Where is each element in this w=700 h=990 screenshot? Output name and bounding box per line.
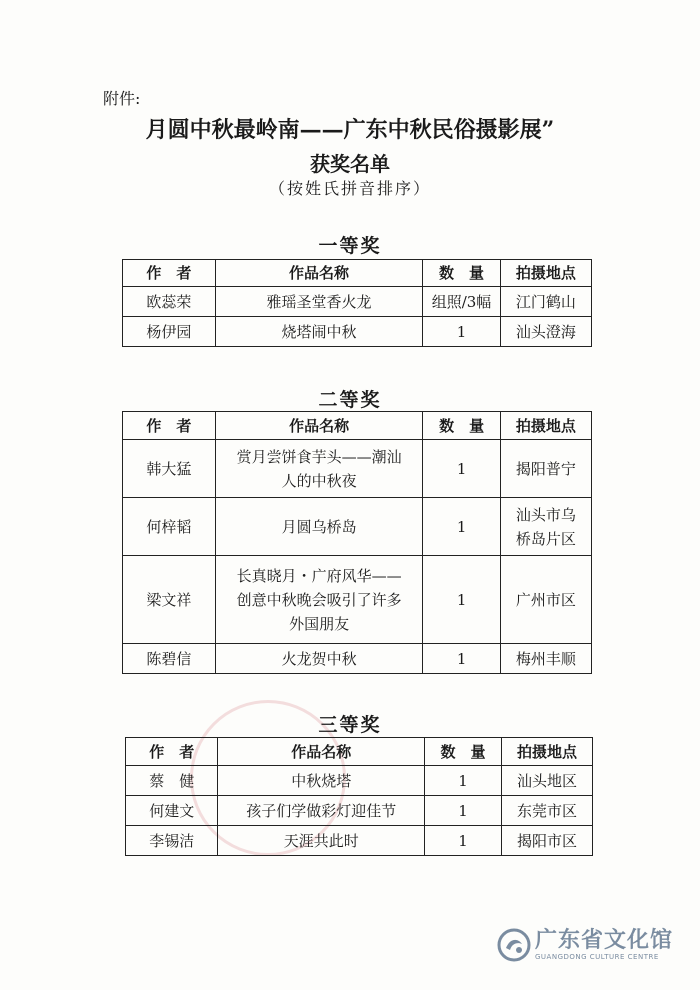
culture-centre-logo: [497, 928, 673, 962]
table-row: [126, 796, 593, 826]
attachment-label: 附件:: [103, 89, 141, 108]
author-cell: 杨伊园: [123, 317, 216, 347]
table-row: [123, 556, 592, 644]
work-line: 创意中秋晚会吸引了许多: [236, 590, 402, 609]
place-cell: 揭阳市区: [502, 826, 593, 856]
table-row: [123, 440, 592, 498]
table-row: [123, 498, 592, 556]
work-line: 人的中秋夜: [281, 471, 357, 490]
quantity-cell: 1: [424, 766, 501, 796]
logo-name-en: GUANGDONG CULTURE CENTRE: [535, 953, 659, 961]
place-cell: 江门鹤山: [500, 287, 591, 317]
logo-name-cn: 广东省文化馆: [535, 928, 674, 953]
table-row: [126, 826, 593, 856]
header-author: 作 者: [123, 412, 216, 440]
quantity-cell: 1: [423, 498, 500, 556]
work-cell: 雅瑶圣堂香火龙: [215, 287, 423, 317]
page-title: 月圆中秋最岭南——广东中秋民俗摄影展”: [145, 117, 555, 143]
place-cell: 东莞市区: [502, 796, 593, 826]
place-line: 桥岛片区: [515, 529, 576, 548]
place-cell: 汕头地区: [502, 766, 593, 796]
header-work: 作品名称: [218, 738, 424, 766]
work-cell: [215, 440, 423, 498]
author-cell: 陈碧信: [123, 644, 216, 674]
work-cell: 火龙贺中秋: [215, 644, 423, 674]
header-place: 拍摄地点: [500, 412, 591, 440]
quantity-cell: 1: [423, 440, 500, 498]
place-cell: [500, 498, 591, 556]
table-row: [126, 766, 593, 796]
quantity-cell: 1: [423, 556, 500, 644]
header-work: 作品名称: [215, 260, 423, 287]
sort-note: （按姓氏拼音排序）: [268, 179, 431, 198]
work-cell: [215, 556, 423, 644]
author-cell: 何建文: [126, 796, 218, 826]
table-header-row: [126, 738, 593, 766]
quantity-cell: 组照/3幅: [423, 287, 500, 317]
table-row: [123, 287, 592, 317]
second-prize-table: [122, 411, 592, 674]
third-prize-table: [125, 737, 593, 856]
work-cell: 月圆乌桥岛: [215, 498, 423, 556]
table-row: [123, 644, 592, 674]
quantity-cell: 1: [424, 826, 501, 856]
place-cell: 梅州丰顺: [500, 644, 591, 674]
work-cell: 中秋烧塔: [218, 766, 424, 796]
quantity-cell: 1: [423, 317, 500, 347]
header-author: 作 者: [126, 738, 218, 766]
work-line: 外国朋友: [289, 614, 350, 633]
first-prize-heading: 一等奖: [318, 235, 382, 257]
author-cell: 欧蕊荣: [123, 287, 216, 317]
quantity-cell: 1: [424, 796, 501, 826]
table-header-row: [123, 412, 592, 440]
header-place: 拍摄地点: [500, 260, 591, 287]
table-header-row: [123, 260, 592, 287]
culture-centre-logo-icon: [497, 928, 531, 962]
quantity-cell: 1: [423, 644, 500, 674]
header-author: 作 者: [123, 260, 216, 287]
author-cell: 梁文祥: [123, 556, 216, 644]
header-work: 作品名称: [215, 412, 423, 440]
header-quantity: 数 量: [423, 260, 500, 287]
place-cell: 揭阳普宁: [500, 440, 591, 498]
page-subtitle: 获奖名单: [310, 152, 390, 176]
work-line: 赏月尝饼食芋头——潮汕: [236, 447, 402, 466]
author-cell: 蔡 健: [126, 766, 218, 796]
place-line: 汕头市乌: [515, 505, 576, 524]
work-cell: 孩子们学做彩灯迎佳节: [218, 796, 424, 826]
second-prize-heading: 二等奖: [318, 389, 382, 411]
work-cell: 天涯共此时: [218, 826, 424, 856]
header-quantity: 数 量: [423, 412, 500, 440]
place-cell: 广州市区: [500, 556, 591, 644]
header-quantity: 数 量: [424, 738, 501, 766]
first-prize-table: [122, 259, 592, 347]
author-cell: 李锡洁: [126, 826, 218, 856]
place-cell: 汕头澄海: [500, 317, 591, 347]
author-cell: 何梓韬: [123, 498, 216, 556]
table-row: [123, 317, 592, 347]
work-cell: 烧塔闹中秋: [215, 317, 423, 347]
work-line: 长真晓月・广府风华——: [236, 566, 402, 585]
third-prize-heading: 三等奖: [318, 714, 382, 736]
author-cell: 韩大猛: [123, 440, 216, 498]
header-place: 拍摄地点: [502, 738, 593, 766]
